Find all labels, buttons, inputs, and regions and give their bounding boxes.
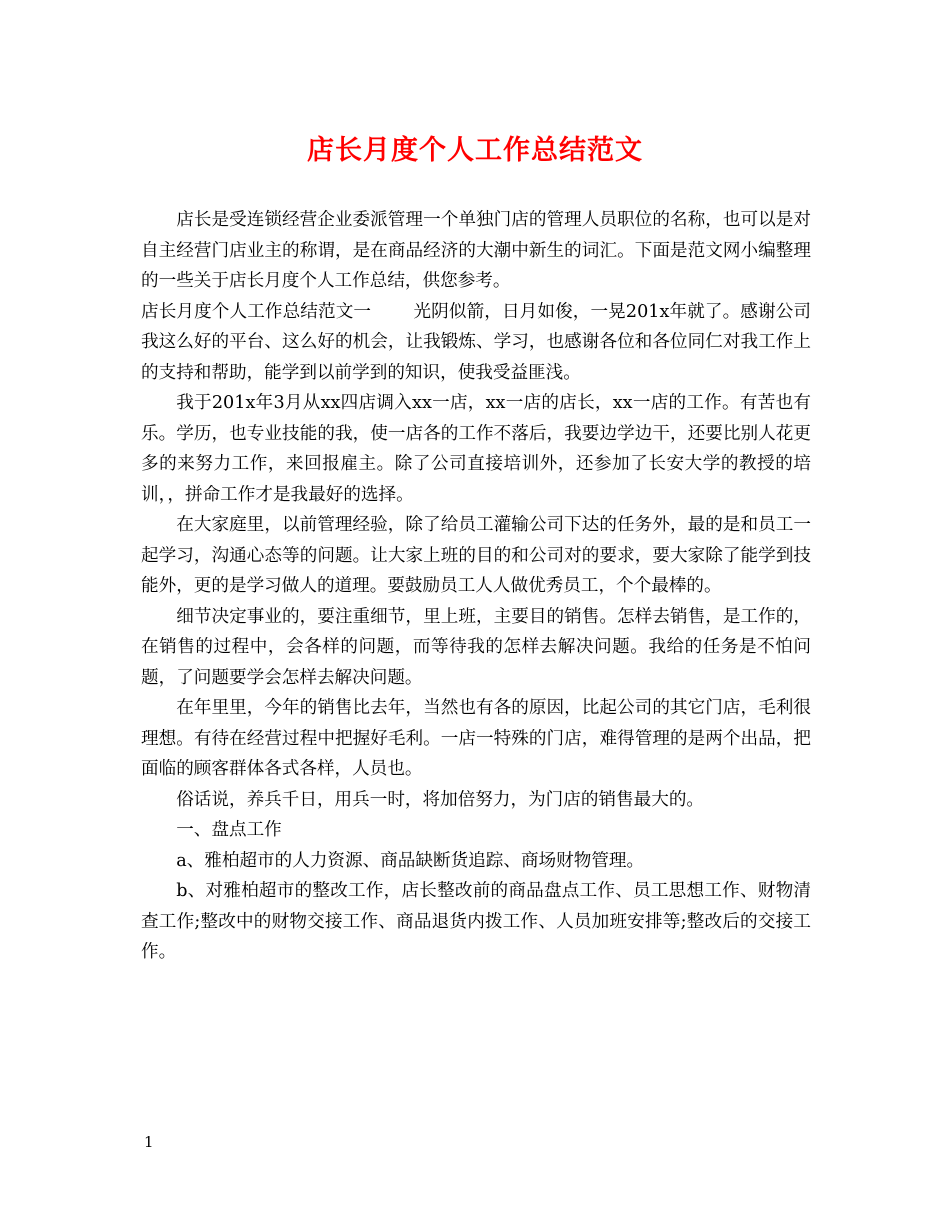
paragraph-proverb: 俗话说，养兵千日，用兵一时，将加倍努力，为门店的销售最大的。 — [176, 789, 705, 810]
section-heading: 店长月度个人工作总结范文一 — [141, 301, 372, 322]
paragraph-details: 细节决定事业的，要注重细节，里上班，主要目的销售。怎样去销售，是工作的，在销售的过程中，会各样的问题，而等待我的怎样去解决问题。我给的任务是不怕问题，了问题要学会怎样去解决问题。 — [141, 606, 811, 688]
page-number: 1 — [144, 1133, 154, 1151]
paragraph-intro: 店长是受连锁经营企业委派管理一个单独门店的管理人员职位的名称，也可以是对自主经营门店业主的称谓，是在商品经济的大潮中新生的词汇。下面是范文网小编整理的一些关于店长月度个人工作总结，供您参考。 — [141, 210, 811, 291]
paragraph-transfer: 我于201x年3月从xx四店调入xx一店，xx一店的店长，xx一店的工作。有苦也有乐。学历，也专业技能的我，使一店各的工作不落后，我要边学边干，还要比别人花更多的来努力工作，来回报雇主。除了公司直接培训外，还参加了长安大学的教授的培训，，拼命工作才是我最好的选择。 — [141, 393, 811, 505]
paragraph-team: 在大家庭里，以前管理经验，除了给员工灌输公司下达的任务外，最的是和员工一起学习，沟通心态等的问题。让大家上班的目的和公司对的要求，要大家除了能学到技能外，更的是学习做人的道理。要鼓励员工人人做优秀员工，个个最棒的。 — [141, 515, 811, 596]
section-one-text: 光阴似箭，日月如俊，一晃201x年就了。感谢公司我这么好的平台、这么好的机会，让我锻炼、学习，也感谢各位和各位同仁对我工作上的支持和帮助，能学到以前学到的知识，使我受益匪浅。 — [141, 301, 811, 383]
document-body — [141, 205, 811, 968]
list-item-a: a、雅柏超市的人力资源、商品缺断货追踪、商场财物管理。 — [176, 850, 645, 871]
paragraph-section-one — [141, 297, 811, 389]
document-title: 店长月度个人工作总结范文 — [307, 135, 643, 166]
list-item-b: b、对雅柏超市的整改工作，店长整改前的商品盘点工作、员工思想工作、财物清查工作;整改中的财物交接工作、商品退货内拨工作、人员加班安排等;整改后的交接工作。 — [141, 881, 811, 962]
paragraph-sales: 在年里里，今年的销售比去年，当然也有各的原因，比起公司的其它门店，毛利很理想。有待在经营过程中把握好毛利。一店一特殊的门店，难得管理的是两个出品，把面临的顾客群体各式各样，人员也。 — [141, 698, 811, 779]
heading-inventory-work: 一、盘点工作 — [176, 820, 282, 840]
